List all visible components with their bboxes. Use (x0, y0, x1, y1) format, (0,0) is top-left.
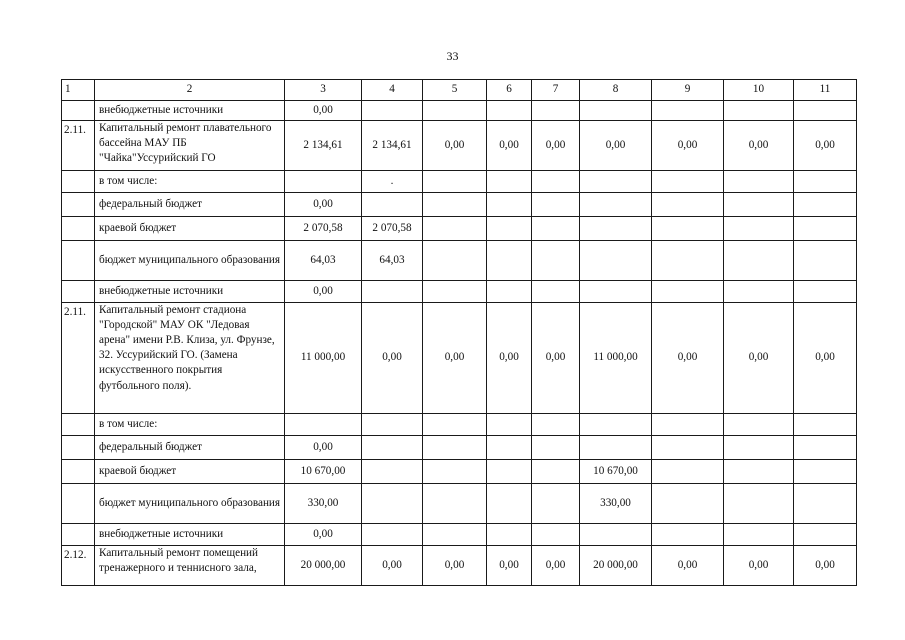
table-row-subitem (62, 460, 857, 484)
row-label: в том числе: (95, 171, 285, 193)
value-cell-col-3: 2 070,58 (285, 217, 362, 241)
row-label: краевой бюджет (95, 217, 285, 241)
value-cell-col-9 (652, 281, 724, 303)
value-cell-col-4: 0,00 (362, 303, 423, 414)
value-cell-col-9 (652, 524, 724, 546)
value-cell-col-6 (487, 171, 532, 193)
table-row-subitem (62, 524, 857, 546)
value-cell-col-4 (362, 524, 423, 546)
value-cell-col-10 (724, 460, 794, 484)
table-row-item (62, 121, 857, 171)
table-row-subitem (62, 414, 857, 436)
value-cell-col-8 (580, 217, 652, 241)
value-cell-col-6 (487, 460, 532, 484)
row-number-cell (62, 414, 95, 436)
value-cell-col-5 (423, 281, 487, 303)
value-cell-col-3: 10 670,00 (285, 460, 362, 484)
value-cell-col-7 (532, 524, 580, 546)
value-cell-col-7 (532, 484, 580, 524)
value-cell-col-6 (487, 193, 532, 217)
value-cell-col-9 (652, 484, 724, 524)
value-cell-col-6 (487, 436, 532, 460)
value-cell-col-9 (652, 436, 724, 460)
table-row-subitem (62, 171, 857, 193)
value-cell-col-3 (285, 414, 362, 436)
value-cell-col-6 (487, 281, 532, 303)
value-cell-col-4: 0,00 (362, 546, 423, 586)
value-cell-col-9 (652, 460, 724, 484)
value-cell-col-11 (794, 484, 857, 524)
value-cell-col-11 (794, 101, 857, 121)
row-number-cell (62, 524, 95, 546)
value-cell-col-4 (362, 436, 423, 460)
row-number-cell: 2.11. (62, 303, 95, 414)
table-row-item (62, 303, 857, 414)
row-number-cell (62, 241, 95, 281)
table-row-subitem (62, 217, 857, 241)
column-header: 6 (487, 80, 532, 101)
value-cell-col-8 (580, 171, 652, 193)
value-cell-col-7 (532, 281, 580, 303)
value-cell-col-5 (423, 524, 487, 546)
value-cell-col-9 (652, 414, 724, 436)
value-cell-col-4 (362, 193, 423, 217)
value-cell-col-6: 0,00 (487, 303, 532, 414)
value-cell-col-4 (362, 101, 423, 121)
value-cell-col-7: 0,00 (532, 546, 580, 586)
table-row-subitem (62, 484, 857, 524)
value-cell-col-10 (724, 281, 794, 303)
value-cell-col-4: 2 134,61 (362, 121, 423, 171)
row-label: в том числе: (95, 414, 285, 436)
value-cell-col-3: 0,00 (285, 101, 362, 121)
row-number-cell (62, 101, 95, 121)
value-cell-col-10 (724, 484, 794, 524)
page-number: 33 (446, 49, 459, 63)
value-cell-col-10 (724, 241, 794, 281)
value-cell-col-5 (423, 436, 487, 460)
value-cell-col-7: 0,00 (532, 121, 580, 171)
table-row-item (62, 546, 857, 586)
value-cell-col-11 (794, 217, 857, 241)
value-cell-col-6 (487, 484, 532, 524)
value-cell-col-9 (652, 171, 724, 193)
row-label: внебюджетные источники (95, 281, 285, 303)
value-cell-col-6: 0,00 (487, 546, 532, 586)
value-cell-col-7 (532, 101, 580, 121)
value-cell-col-8 (580, 436, 652, 460)
value-cell-col-8: 330,00 (580, 484, 652, 524)
value-cell-col-11 (794, 241, 857, 281)
value-cell-col-5: 0,00 (423, 303, 487, 414)
value-cell-col-10: 0,00 (724, 121, 794, 171)
column-header: 1 (62, 80, 95, 101)
value-cell-col-7 (532, 171, 580, 193)
table-row-subitem (62, 436, 857, 460)
value-cell-col-3: 0,00 (285, 524, 362, 546)
value-cell-col-3: 0,00 (285, 436, 362, 460)
row-label: Капитальный ремонт плавательного бассейна МАУ ПБ "Чайка"Уссурийский ГО (95, 121, 285, 171)
value-cell-col-3: 64,03 (285, 241, 362, 281)
value-cell-col-8: 20 000,00 (580, 546, 652, 586)
budget-table (61, 79, 857, 586)
value-cell-col-10: 0,00 (724, 303, 794, 414)
value-cell-col-10 (724, 217, 794, 241)
column-header: 5 (423, 80, 487, 101)
table-row-subitem (62, 241, 857, 281)
column-header: 9 (652, 80, 724, 101)
value-cell-col-6: 0,00 (487, 121, 532, 171)
value-cell-col-8 (580, 524, 652, 546)
column-header: 3 (285, 80, 362, 101)
value-cell-col-11: 0,00 (794, 546, 857, 586)
value-cell-col-10 (724, 101, 794, 121)
row-number-cell (62, 193, 95, 217)
value-cell-col-8: 10 670,00 (580, 460, 652, 484)
value-cell-col-5 (423, 460, 487, 484)
value-cell-col-8 (580, 101, 652, 121)
value-cell-col-11: 0,00 (794, 121, 857, 171)
value-cell-col-7 (532, 414, 580, 436)
value-cell-col-3 (285, 171, 362, 193)
value-cell-col-3: 0,00 (285, 193, 362, 217)
row-label: федеральный бюджет (95, 193, 285, 217)
value-cell-col-10 (724, 414, 794, 436)
column-header: 4 (362, 80, 423, 101)
value-cell-col-11 (794, 460, 857, 484)
value-cell-col-3: 20 000,00 (285, 546, 362, 586)
table-row-subitem (62, 193, 857, 217)
value-cell-col-6 (487, 217, 532, 241)
value-cell-col-11: 0,00 (794, 303, 857, 414)
row-label: внебюджетные источники (95, 524, 285, 546)
value-cell-col-7 (532, 241, 580, 281)
row-label: внебюджетные источники (95, 101, 285, 121)
value-cell-col-10 (724, 171, 794, 193)
value-cell-col-3: 2 134,61 (285, 121, 362, 171)
row-number-cell (62, 436, 95, 460)
value-cell-col-5 (423, 484, 487, 524)
value-cell-col-10: 0,00 (724, 546, 794, 586)
value-cell-col-4: 64,03 (362, 241, 423, 281)
row-number-cell (62, 460, 95, 484)
value-cell-col-6 (487, 241, 532, 281)
value-cell-col-5 (423, 414, 487, 436)
value-cell-col-11 (794, 524, 857, 546)
column-header: 7 (532, 80, 580, 101)
value-cell-col-9 (652, 101, 724, 121)
value-cell-col-4 (362, 460, 423, 484)
value-cell-col-9 (652, 193, 724, 217)
value-cell-col-8: 0,00 (580, 121, 652, 171)
value-cell-col-4 (362, 414, 423, 436)
value-cell-col-6 (487, 524, 532, 546)
row-label: бюджет муниципального образования (95, 241, 285, 281)
value-cell-col-11 (794, 193, 857, 217)
row-number-cell (62, 484, 95, 524)
value-cell-col-4: 2 070,58 (362, 217, 423, 241)
value-cell-col-8 (580, 414, 652, 436)
value-cell-col-7 (532, 193, 580, 217)
row-label: бюджет муниципального образования (95, 484, 285, 524)
column-header: 10 (724, 80, 794, 101)
value-cell-col-5 (423, 241, 487, 281)
value-cell-col-5: 0,00 (423, 121, 487, 171)
value-cell-col-11 (794, 414, 857, 436)
value-cell-col-4: . (362, 171, 423, 193)
table-row-subitem (62, 281, 857, 303)
value-cell-col-3: 11 000,00 (285, 303, 362, 414)
value-cell-col-5: 0,00 (423, 546, 487, 586)
value-cell-col-4 (362, 484, 423, 524)
header-row (62, 80, 857, 101)
row-label: Капитальный ремонт стадиона "Городской" МАУ ОК "Ледовая арена" имени Р.В. Клиза, ул. Фрунзе, 32. Уссурийский ГО. (Замена искусственного покрытия футбольного поля). (95, 303, 285, 414)
column-header: 11 (794, 80, 857, 101)
row-label: Капитальный ремонт помещений тренажерного и теннисного зала, (95, 546, 285, 586)
value-cell-col-9: 0,00 (652, 303, 724, 414)
value-cell-col-5 (423, 171, 487, 193)
value-cell-col-9 (652, 241, 724, 281)
value-cell-col-3: 330,00 (285, 484, 362, 524)
column-header: 2 (95, 80, 285, 101)
value-cell-col-11 (794, 436, 857, 460)
row-number-cell (62, 281, 95, 303)
value-cell-col-8: 11 000,00 (580, 303, 652, 414)
value-cell-col-5 (423, 101, 487, 121)
value-cell-col-9 (652, 217, 724, 241)
row-number-cell: 2.11. (62, 121, 95, 171)
value-cell-col-10 (724, 524, 794, 546)
value-cell-col-9: 0,00 (652, 121, 724, 171)
value-cell-col-10 (724, 193, 794, 217)
value-cell-col-3: 0,00 (285, 281, 362, 303)
value-cell-col-8 (580, 281, 652, 303)
value-cell-col-6 (487, 414, 532, 436)
value-cell-col-8 (580, 193, 652, 217)
value-cell-col-7 (532, 460, 580, 484)
value-cell-col-5 (423, 193, 487, 217)
row-number-cell (62, 217, 95, 241)
column-header: 8 (580, 80, 652, 101)
value-cell-col-7 (532, 436, 580, 460)
value-cell-col-4 (362, 281, 423, 303)
value-cell-col-11 (794, 281, 857, 303)
value-cell-col-5 (423, 217, 487, 241)
value-cell-col-6 (487, 101, 532, 121)
row-label: краевой бюджет (95, 460, 285, 484)
value-cell-col-7: 0,00 (532, 303, 580, 414)
row-number-cell: 2.12. (62, 546, 95, 586)
value-cell-col-9: 0,00 (652, 546, 724, 586)
value-cell-col-7 (532, 217, 580, 241)
value-cell-col-8 (580, 241, 652, 281)
value-cell-col-11 (794, 171, 857, 193)
value-cell-col-10 (724, 436, 794, 460)
row-label: федеральный бюджет (95, 436, 285, 460)
row-number-cell (62, 171, 95, 193)
table-row-subitem (62, 101, 857, 121)
